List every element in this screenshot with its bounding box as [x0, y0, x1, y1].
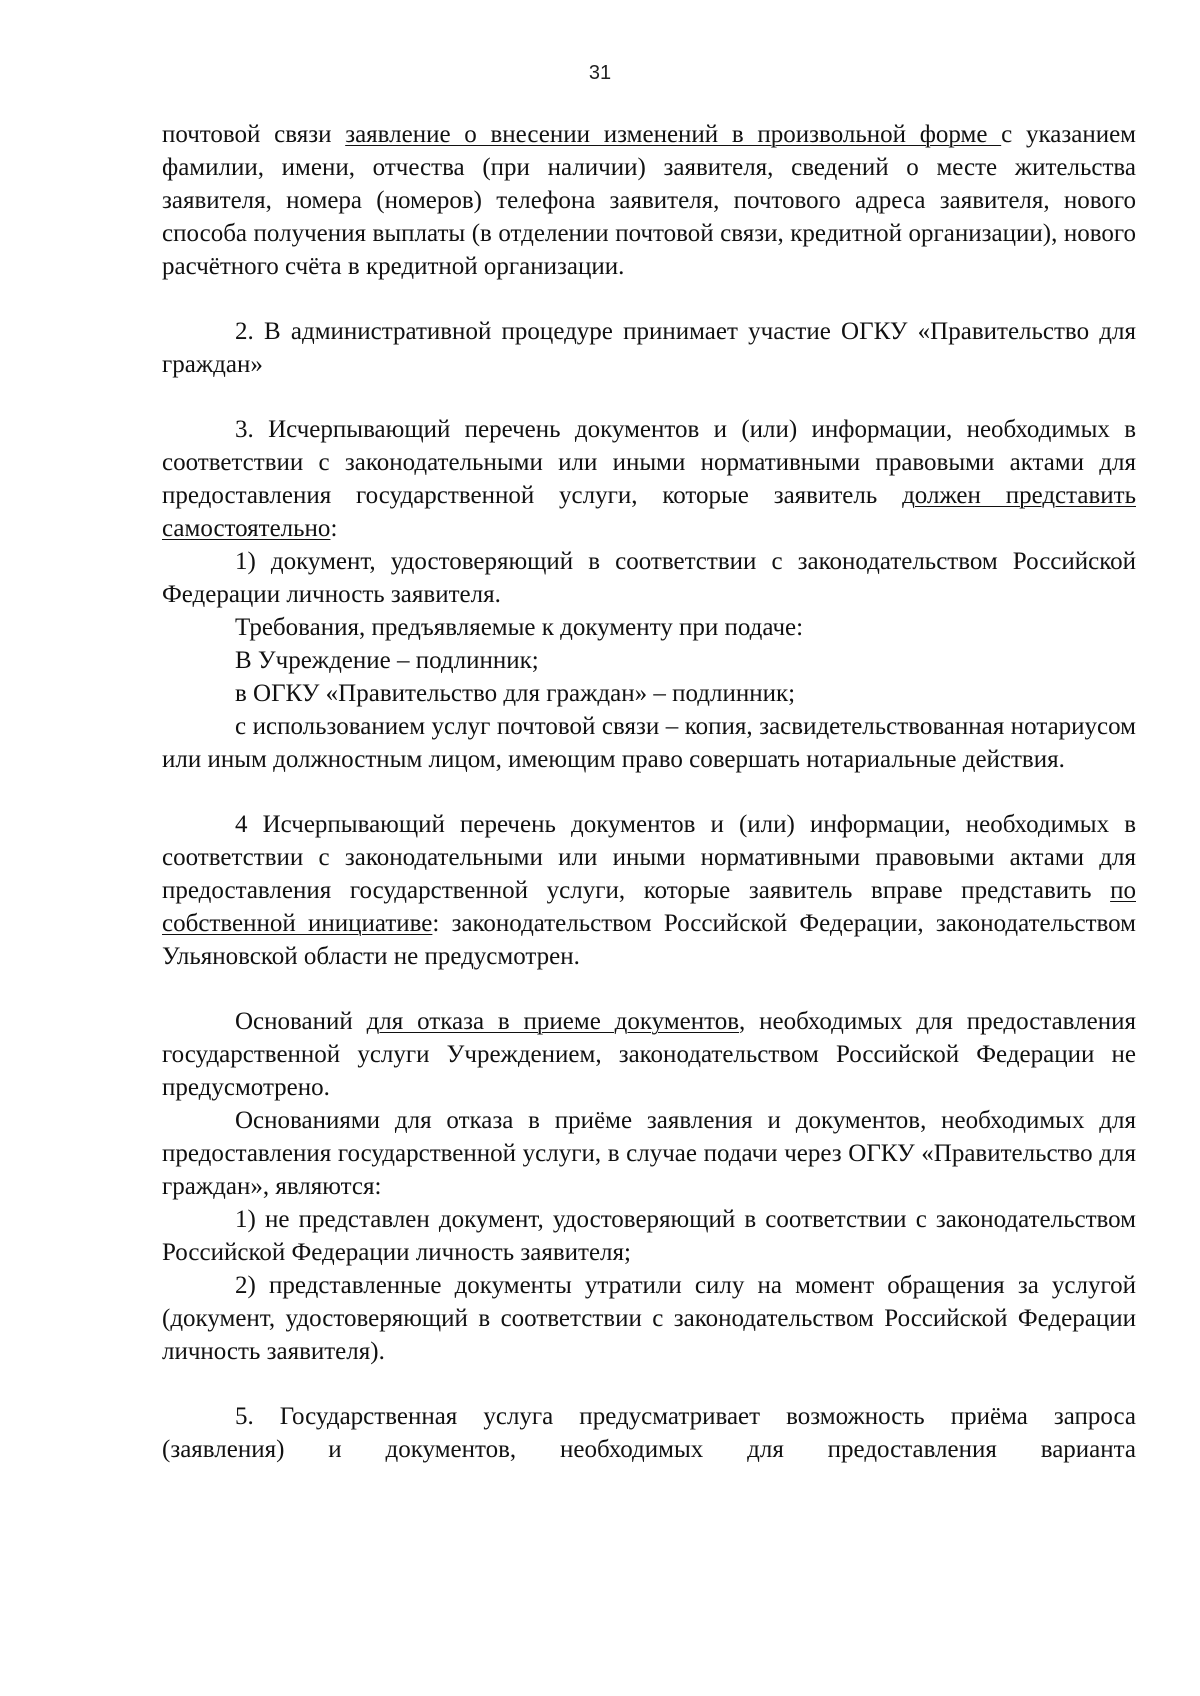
text-run: почтовой связи: [162, 121, 346, 148]
underlined-text: по собственной инициативе: [162, 877, 1136, 937]
text-run: Оснований: [235, 1008, 367, 1035]
underlined-text: должен представить самостоятельно: [162, 482, 1136, 542]
text-run: , необходимых для предоставления государственной услуги Учреждением, законодательством Российской Федерации не предусмотрено.: [162, 1008, 1136, 1101]
text-run: : законодательством Российской Федерации, законодательством Ульяновской области не предусмотрен.: [162, 910, 1136, 970]
text-run: 4 Исчерпывающий перечень документов и (или) информации, необходимых в соответствии с законодательными или иными нормативными правовыми актами для предоставления государственной услуги, которые заявитель вправе представить: [162, 811, 1136, 904]
paragraph-ground-1: 1) не представлен документ, удостоверяющий в соответствии с законодательством Российской Федерации личность заявителя;: [162, 1206, 1136, 1266]
underlined-text: заявление о внесении изменений в произвольной форме: [345, 121, 1002, 148]
paragraph-postal: с использованием услуг почтовой связи – копия, засвидетельствованная нотариусом или иным должностным лицом, имеющим право совершать нотариальные действия.: [162, 713, 1136, 773]
paragraph-item-5: 5. Государственная услуга предусматривает возможность приёма запроса (заявления) и документов, необходимых для предоставления варианта: [162, 1403, 1136, 1463]
paragraph-requirements: Требования, предъявляемые к документу при подаче:: [235, 614, 804, 641]
paragraph-grounds: Основаниями для отказа в приёме заявления и документов, необходимых для предоставления государственной услуги, в случае подачи через ОГКУ «Правительство для граждан», являются:: [162, 1107, 1136, 1200]
paragraph-ogku: в ОГКУ «Правительство для граждан» – подлинник;: [235, 680, 796, 707]
paragraph-institution: В Учреждение – подлинник;: [235, 647, 539, 674]
document-body: [162, 118, 1136, 1466]
paragraph-item-4: [162, 808, 1136, 973]
text-run: :: [330, 515, 338, 542]
page-number: 31: [588, 62, 612, 84]
paragraph-item-3-1: 1) документ, удостоверяющий в соответствии с законодательством Российской Федерации личность заявителя.: [162, 548, 1136, 608]
paragraph-no-grounds: [162, 1005, 1136, 1104]
underlined-text: для отказа в приеме документов: [366, 1008, 740, 1035]
text-run: с указанием фамилии, имени, отчества (при наличии) заявителя, сведений о месте жительства заявителя, номера (номеров) телефона заявителя, почтового адреса заявителя, нового способа получения выплаты (в отделении почтовой связи, кредитной организации), нового расчётного счёта в кредитной организации.: [162, 121, 1136, 280]
paragraph-application-change: [162, 118, 1136, 283]
paragraph-item-2: 2. В административной процедуре принимает участие ОГКУ «Правительство для граждан»: [162, 318, 1136, 378]
paragraph-item-3: [162, 413, 1136, 545]
paragraph-ground-2: 2) представленные документы утратили силу на момент обращения за услугой (документ, удостоверяющий в соответствии с законодательством Российской Федерации личность заявителя).: [162, 1272, 1136, 1365]
text-run: 3. Исчерпывающий перечень документов и (или) информации, необходимых в соответствии с законодательными или иными нормативными правовыми актами для предоставления государственной услуги, которые заявитель: [162, 416, 1136, 509]
